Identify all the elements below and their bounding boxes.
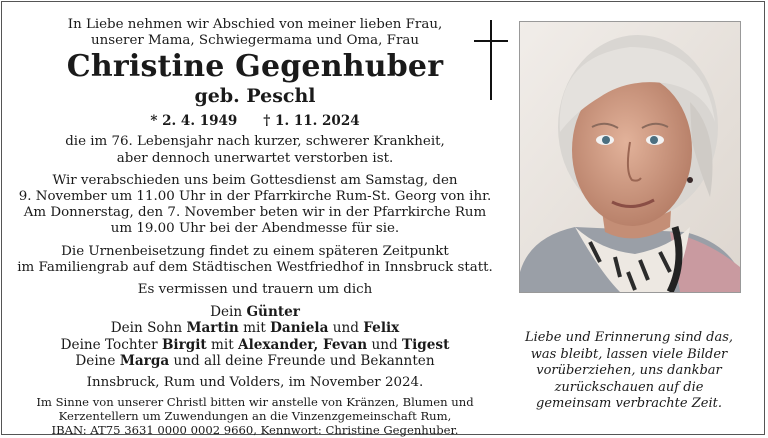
death-line: die im 76. Lebensjahr nach kurzer, schwerer Krankheit, xyxy=(65,134,445,150)
intro-line: unserer Mama, Schwiegermama und Oma, Frau xyxy=(91,33,419,49)
notice-text-column xyxy=(10,17,500,437)
deceased-name: Christine Gegenhuber xyxy=(66,49,444,85)
quote-line: was bleibt, lassen viele Bilder xyxy=(530,346,728,362)
service-info xyxy=(10,173,500,238)
portrait-photo xyxy=(519,21,741,293)
maiden-name: geb. Peschl xyxy=(194,85,316,108)
mourn-line: Es vermissen und trauern um dich xyxy=(137,282,373,298)
mourner-husband: Dein Günter xyxy=(210,304,300,321)
birth-date: * 2. 4. 1949 xyxy=(150,113,238,130)
quote-line: gemeinsam verbrachte Zeit. xyxy=(536,396,722,411)
donation-request xyxy=(10,395,500,437)
cross-icon xyxy=(474,20,508,100)
service-line: 9. November um 11.00 Uhr in der Pfarrkirche Rum-St. Georg von ihr. xyxy=(18,189,492,205)
donation-line: IBAN: AT75 3631 0000 0002 9660, Kennwort: Christine Gegenhuber. xyxy=(51,423,459,438)
intro-line: In Liebe nehmen wir Abschied von meiner lieben Frau, xyxy=(67,17,443,32)
mourner-daughter: Deine Tochter Birgit mit Alexander, Fevan und Tigest xyxy=(60,336,450,353)
memorial-quote xyxy=(519,330,739,413)
quote-line: vorüberziehen, uns dankbar xyxy=(536,363,722,378)
portrait-illustration xyxy=(520,22,740,292)
mourner-son: Dein Sohn Martin mit Daniela und Felix xyxy=(110,320,400,337)
service-line: um 19.00 Uhr bei der Abendmesse für sie. xyxy=(110,221,400,237)
donation-line: Im Sinne von unserer Christl bitten wir anstelle von Kränzen, Blumen und xyxy=(36,395,474,410)
death-line: aber dennoch unerwartet verstorben ist. xyxy=(116,150,394,166)
quote-line: zurückschauen auf die xyxy=(554,379,704,395)
urn-line: im Familiengrab auf dem Städtischen Westfriedhof in Innsbruck statt. xyxy=(17,259,493,275)
urn-burial-info xyxy=(10,244,500,276)
place-date: Innsbruck, Rum und Volders, im November 2024. xyxy=(86,375,424,391)
donation-line: Kerzentellern um Zuwendungen an die Vinzenzgemeinschaft Rum, xyxy=(58,409,452,424)
death-statement xyxy=(10,134,500,166)
mourners-list xyxy=(10,304,500,369)
life-dates xyxy=(10,113,500,129)
quote-line: Liebe und Erinnerung sind das, xyxy=(524,330,734,345)
mourner-sister: Deine Marga und all deine Freunde und Bekannten xyxy=(75,352,435,369)
urn-line: Die Urnenbeisetzung findet zu einem späteren Zeitpunkt xyxy=(61,243,449,259)
service-line: Am Donnerstag, den 7. November beten wir in der Pfarrkirche Rum xyxy=(23,205,487,221)
service-line: Wir verabschieden uns beim Gottesdienst am Samstag, den xyxy=(52,172,458,188)
intro-text xyxy=(10,17,500,49)
death-date: † 1. 11. 2024 xyxy=(263,113,360,130)
